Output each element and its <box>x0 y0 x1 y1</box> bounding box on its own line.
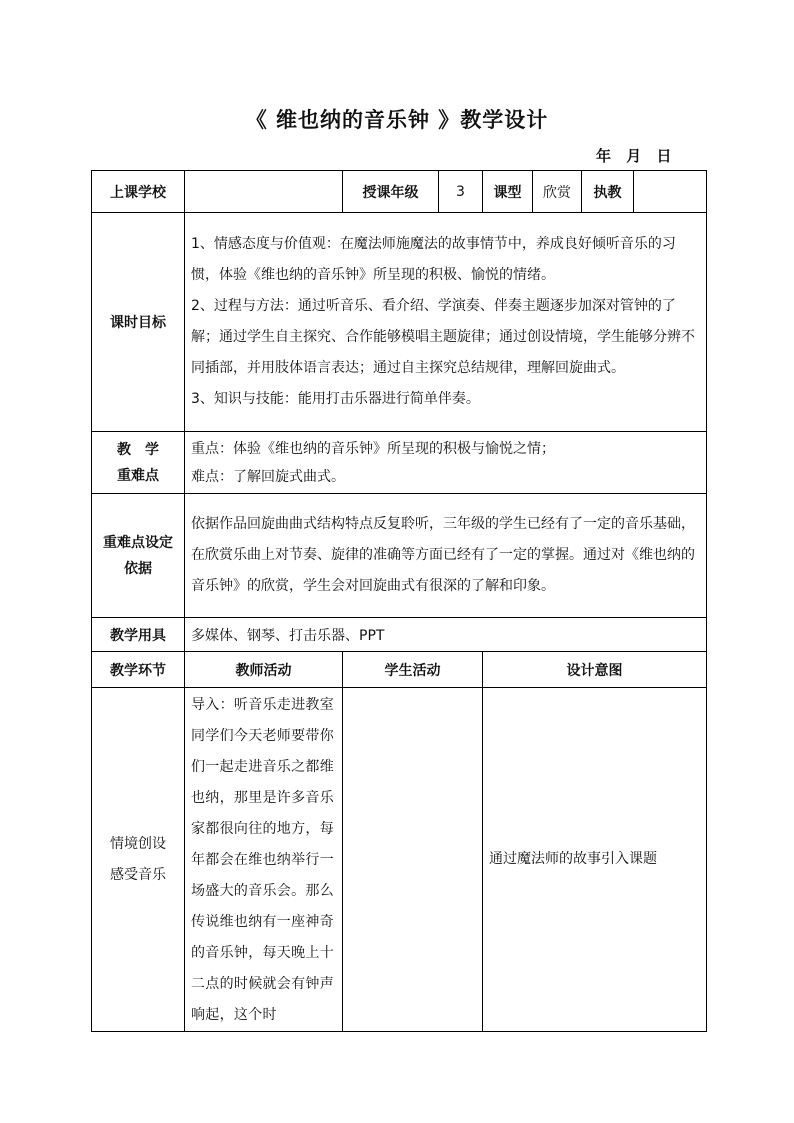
grade-label: 授课年级 <box>343 171 439 213</box>
student-activity-header: 学生活动 <box>343 652 483 688</box>
focus-text: 重点：体验《维也纳的音乐钟》所呈现的积极与愉悦之情； <box>191 440 555 457</box>
key-points-row <box>92 432 707 494</box>
basis-text: 依据作品回旋曲曲式结构特点反复聆听，三年级的学生已经有了一定的音乐基础，在欣赏乐曲上对节奏、旋律的准确等方面已经有了一定的掌握。通过对《维也纳的音乐钟》的欣赏，学生会对回旋曲式有很深的了解和印象。 <box>185 494 707 618</box>
key-points-label-line1: 教 学 <box>117 441 159 458</box>
school-value <box>185 171 343 213</box>
grade-value: 3 <box>439 171 483 213</box>
process-teacher-activity: 导入：听音乐走进教室同学们今天老师要带你们一起走进音乐之都维也纳，那里是许多音乐家都很向往的地方，每年都会在维也纳举行一场盛大的音乐会。那么传说维也纳有一座神奇的音乐钟，每天晚上十二点的时候就会有钟声响起，这个时 <box>185 688 343 1032</box>
objective-1: 1、情感态度与价值观：在魔法师施魔法的故事情节中，养成良好倾听音乐的习惯，体验《维也纳的音乐钟》所呈现的积极、愉悦的情绪。 <box>191 236 676 283</box>
difficulty-text: 难点：了解回旋式曲式。 <box>191 468 345 485</box>
materials-row <box>92 618 707 652</box>
process-design-intent: 通过魔法师的故事引入课题 <box>483 688 707 1032</box>
key-points-label <box>92 432 185 494</box>
key-points-content <box>185 432 707 494</box>
process-stage: 情境创设感受音乐 <box>92 688 185 1032</box>
document-title: 《 维也纳的音乐钟 》教学设计 <box>245 108 549 132</box>
process-header-row <box>92 652 707 688</box>
basis-row <box>92 494 707 618</box>
lesson-plan-table <box>91 170 707 1032</box>
basis-label: 重难点设定依据 <box>92 494 185 618</box>
teacher-label: 执教 <box>582 171 634 213</box>
key-points-label-line2: 重难点 <box>117 467 159 484</box>
teacher-activity-header: 教师活动 <box>185 652 343 688</box>
type-value: 欣赏 <box>533 171 582 213</box>
materials-value: 多媒体、钢琴、打击乐器、PPT <box>185 618 707 652</box>
teacher-value <box>634 171 707 213</box>
stage-header: 教学环节 <box>92 652 185 688</box>
design-intent-header: 设计意图 <box>483 652 707 688</box>
date-label: 年 月 日 <box>596 147 672 165</box>
objective-3: 3、知识与技能：能用打击乐器进行简单伴奏。 <box>191 391 480 407</box>
objectives-content <box>185 213 707 432</box>
process-student-activity <box>343 688 483 1032</box>
objectives-row <box>92 213 707 432</box>
objectives-label: 课时目标 <box>92 213 185 432</box>
type-label: 课型 <box>483 171 533 213</box>
materials-label: 教学用具 <box>92 618 185 652</box>
school-label: 上课学校 <box>92 171 185 213</box>
objective-2: 2、过程与方法：通过听音乐、看介绍、学演奏、伴奏主题逐步加深对管钟的了解；通过学生自主探究、合作能够模唱主题旋律；通过创设情境，学生能够分辨不同插部，并用肢体语言表达；通过自主探究总结规律，理解回旋曲式。 <box>191 298 695 376</box>
process-row <box>92 688 707 1032</box>
header-row <box>92 171 707 213</box>
